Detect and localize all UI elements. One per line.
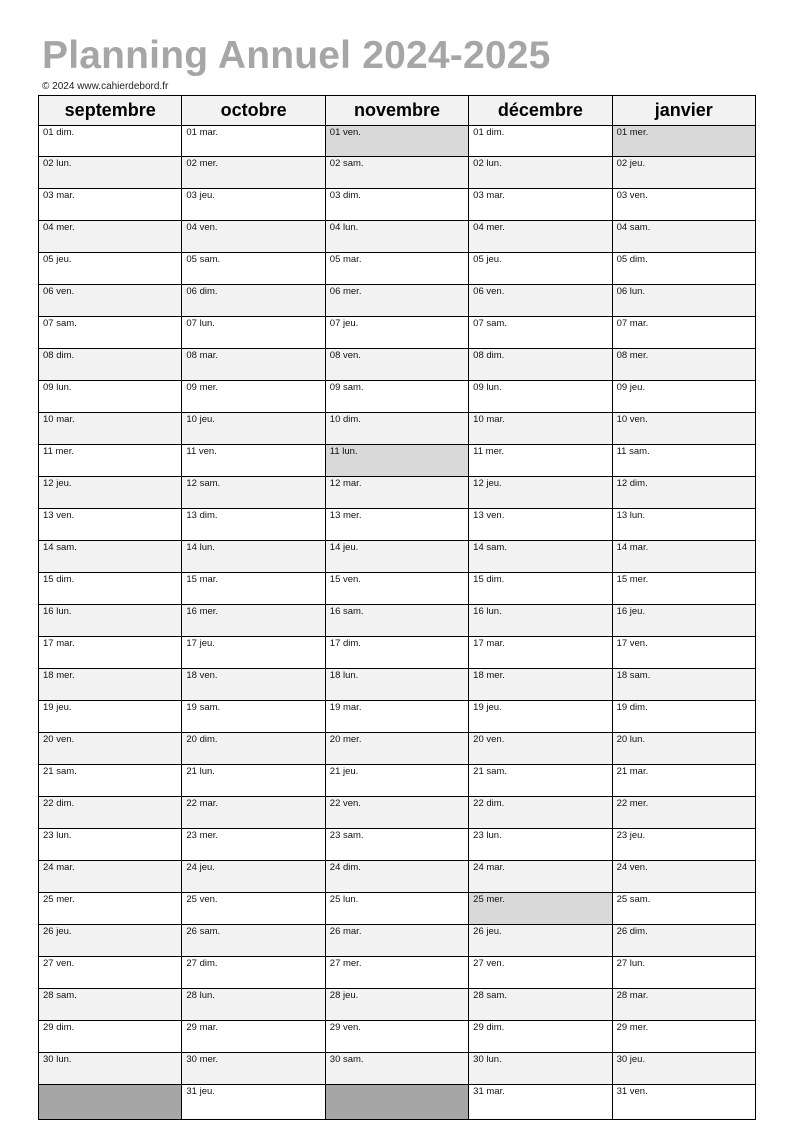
day-cell-décembre[interactable]: 13 ven. <box>469 509 612 541</box>
day-cell-octobre[interactable]: 08 mar. <box>182 349 325 381</box>
day-cell-septembre[interactable]: 13 ven. <box>39 509 182 541</box>
day-cell-janvier[interactable]: 02 jeu. <box>612 157 755 189</box>
day-cell-novembre[interactable]: 20 mer. <box>325 733 468 765</box>
day-cell-octobre[interactable]: 24 jeu. <box>182 861 325 893</box>
day-cell-octobre[interactable]: 30 mer. <box>182 1053 325 1085</box>
day-cell-octobre[interactable]: 12 sam. <box>182 477 325 509</box>
day-cell-novembre[interactable]: 06 mer. <box>325 285 468 317</box>
day-cell-décembre[interactable]: 22 dim. <box>469 797 612 829</box>
day-cell-décembre[interactable]: 29 dim. <box>469 1021 612 1053</box>
day-row <box>39 1053 756 1085</box>
day-cell-novembre[interactable]: 19 mar. <box>325 701 468 733</box>
day-cell-novembre[interactable]: 21 jeu. <box>325 765 468 797</box>
day-cell-décembre[interactable]: 06 ven. <box>469 285 612 317</box>
day-cell-octobre[interactable]: 15 mar. <box>182 573 325 605</box>
day-cell-octobre[interactable]: 13 dim. <box>182 509 325 541</box>
day-cell-octobre[interactable]: 22 mar. <box>182 797 325 829</box>
day-row <box>39 861 756 893</box>
day-cell-septembre[interactable]: 24 mar. <box>39 861 182 893</box>
day-cell-janvier[interactable]: 15 mer. <box>612 573 755 605</box>
day-cell-octobre[interactable]: 11 ven. <box>182 445 325 477</box>
day-cell-décembre[interactable]: 28 sam. <box>469 989 612 1021</box>
month-header-janvier: janvier <box>612 96 755 126</box>
day-cell-septembre[interactable]: 08 dim. <box>39 349 182 381</box>
day-cell-novembre[interactable]: 23 sam. <box>325 829 468 861</box>
day-cell-décembre[interactable]: 30 lun. <box>469 1053 612 1085</box>
day-cell-novembre[interactable]: 13 mer. <box>325 509 468 541</box>
day-row <box>39 1085 756 1120</box>
day-cell-novembre[interactable]: 24 dim. <box>325 861 468 893</box>
day-cell-janvier[interactable]: 14 mar. <box>612 541 755 573</box>
day-cell-janvier[interactable]: 06 lun. <box>612 285 755 317</box>
day-row <box>39 637 756 669</box>
day-row <box>39 317 756 349</box>
day-cell-octobre[interactable]: 21 lun. <box>182 765 325 797</box>
day-cell-décembre[interactable]: 23 lun. <box>469 829 612 861</box>
day-cell-octobre[interactable]: 20 dim. <box>182 733 325 765</box>
day-cell-septembre[interactable]: 20 ven. <box>39 733 182 765</box>
day-cell-septembre[interactable]: 29 dim. <box>39 1021 182 1053</box>
day-cell-novembre[interactable]: 16 sam. <box>325 605 468 637</box>
day-row <box>39 221 756 253</box>
page-title: Planning Annuel 2024-2025 <box>42 34 551 77</box>
day-cell-décembre[interactable]: 11 mer. <box>469 445 612 477</box>
day-cell-septembre[interactable]: 26 jeu. <box>39 925 182 957</box>
day-cell-octobre[interactable]: 07 lun. <box>182 317 325 349</box>
day-cell-septembre[interactable]: 12 jeu. <box>39 477 182 509</box>
day-cell-décembre[interactable]: 01 dim. <box>469 126 612 157</box>
day-cell-novembre[interactable]: 10 dim. <box>325 413 468 445</box>
day-cell-janvier[interactable]: 05 dim. <box>612 253 755 285</box>
day-cell-novembre[interactable]: 11 lun. <box>325 445 468 477</box>
day-row <box>39 573 756 605</box>
day-cell-septembre[interactable]: 27 ven. <box>39 957 182 989</box>
day-cell-octobre[interactable]: 03 jeu. <box>182 189 325 221</box>
day-cell-octobre[interactable]: 29 mar. <box>182 1021 325 1053</box>
day-cell-octobre[interactable]: 18 ven. <box>182 669 325 701</box>
day-cell-novembre[interactable]: 09 sam. <box>325 381 468 413</box>
day-cell-janvier[interactable]: 24 ven. <box>612 861 755 893</box>
month-header-décembre: décembre <box>469 96 612 126</box>
day-cell-septembre[interactable]: 18 mer. <box>39 669 182 701</box>
day-row <box>39 957 756 989</box>
day-cell-octobre[interactable]: 02 mer. <box>182 157 325 189</box>
day-cell-octobre[interactable]: 16 mer. <box>182 605 325 637</box>
day-row <box>39 701 756 733</box>
day-cell-janvier[interactable]: 27 lun. <box>612 957 755 989</box>
day-cell-novembre[interactable]: 05 mar. <box>325 253 468 285</box>
day-cell-novembre[interactable]: 22 ven. <box>325 797 468 829</box>
day-cell-novembre[interactable]: 25 lun. <box>325 893 468 925</box>
day-row <box>39 253 756 285</box>
day-cell-janvier[interactable]: 09 jeu. <box>612 381 755 413</box>
day-cell-novembre[interactable]: 07 jeu. <box>325 317 468 349</box>
day-row <box>39 285 756 317</box>
day-cell-septembre[interactable]: 21 sam. <box>39 765 182 797</box>
day-cell-décembre[interactable]: 02 lun. <box>469 157 612 189</box>
day-cell-septembre[interactable]: 15 dim. <box>39 573 182 605</box>
day-cell-septembre[interactable]: 07 sam. <box>39 317 182 349</box>
day-cell-janvier[interactable]: 25 sam. <box>612 893 755 925</box>
day-cell-septembre[interactable]: 05 jeu. <box>39 253 182 285</box>
day-row <box>39 797 756 829</box>
day-cell-décembre[interactable]: 16 lun. <box>469 605 612 637</box>
month-header-novembre: novembre <box>325 96 468 126</box>
calendar-body <box>39 126 756 1120</box>
day-cell-novembre[interactable]: 28 jeu. <box>325 989 468 1021</box>
day-cell-janvier[interactable]: 26 dim. <box>612 925 755 957</box>
day-cell-janvier[interactable]: 29 mer. <box>612 1021 755 1053</box>
day-cell-octobre[interactable]: 25 ven. <box>182 893 325 925</box>
day-cell-septembre[interactable]: 09 lun. <box>39 381 182 413</box>
day-cell-novembre[interactable]: 02 sam. <box>325 157 468 189</box>
day-cell-octobre[interactable]: 17 jeu. <box>182 637 325 669</box>
day-cell-octobre[interactable]: 19 sam. <box>182 701 325 733</box>
empty-day-cell <box>39 1085 182 1120</box>
day-cell-décembre[interactable]: 20 ven. <box>469 733 612 765</box>
day-cell-novembre[interactable]: 14 jeu. <box>325 541 468 573</box>
day-cell-novembre[interactable]: 12 mar. <box>325 477 468 509</box>
day-cell-janvier[interactable]: 10 ven. <box>612 413 755 445</box>
day-cell-décembre[interactable]: 27 ven. <box>469 957 612 989</box>
month-header-row <box>39 96 756 126</box>
day-cell-janvier[interactable]: 31 ven. <box>612 1085 755 1120</box>
day-cell-septembre[interactable]: 28 sam. <box>39 989 182 1021</box>
day-cell-décembre[interactable]: 07 sam. <box>469 317 612 349</box>
day-cell-septembre[interactable]: 16 lun. <box>39 605 182 637</box>
day-row <box>39 349 756 381</box>
day-cell-octobre[interactable]: 01 mar. <box>182 126 325 157</box>
day-cell-janvier[interactable]: 08 mer. <box>612 349 755 381</box>
day-cell-janvier[interactable]: 12 dim. <box>612 477 755 509</box>
day-cell-septembre[interactable]: 10 mar. <box>39 413 182 445</box>
day-cell-décembre[interactable]: 19 jeu. <box>469 701 612 733</box>
day-cell-décembre[interactable]: 14 sam. <box>469 541 612 573</box>
day-cell-septembre[interactable]: 30 lun. <box>39 1053 182 1085</box>
day-row <box>39 605 756 637</box>
day-cell-janvier[interactable]: 03 ven. <box>612 189 755 221</box>
day-cell-octobre[interactable]: 14 lun. <box>182 541 325 573</box>
day-cell-octobre[interactable]: 28 lun. <box>182 989 325 1021</box>
day-cell-janvier[interactable]: 16 jeu. <box>612 605 755 637</box>
day-row <box>39 669 756 701</box>
day-cell-octobre[interactable]: 10 jeu. <box>182 413 325 445</box>
day-cell-septembre[interactable]: 11 mer. <box>39 445 182 477</box>
day-cell-décembre[interactable]: 21 sam. <box>469 765 612 797</box>
annual-planning-table <box>38 95 756 1120</box>
day-cell-septembre[interactable]: 19 jeu. <box>39 701 182 733</box>
day-cell-décembre[interactable]: 15 dim. <box>469 573 612 605</box>
day-cell-octobre[interactable]: 09 mer. <box>182 381 325 413</box>
day-cell-janvier[interactable]: 21 mar. <box>612 765 755 797</box>
day-cell-novembre[interactable]: 29 ven. <box>325 1021 468 1053</box>
day-row <box>39 765 756 797</box>
day-cell-décembre[interactable]: 08 dim. <box>469 349 612 381</box>
day-cell-décembre[interactable]: 09 lun. <box>469 381 612 413</box>
day-cell-septembre[interactable]: 04 mer. <box>39 221 182 253</box>
day-cell-septembre[interactable]: 22 dim. <box>39 797 182 829</box>
copyright-notice: © 2024 www.cahierdebord.fr <box>42 81 169 92</box>
day-cell-décembre[interactable]: 25 mer. <box>469 893 612 925</box>
day-row <box>39 413 756 445</box>
day-cell-novembre[interactable]: 08 ven. <box>325 349 468 381</box>
day-cell-novembre[interactable]: 01 ven. <box>325 126 468 157</box>
day-cell-décembre[interactable]: 26 jeu. <box>469 925 612 957</box>
day-cell-octobre[interactable]: 26 sam. <box>182 925 325 957</box>
day-cell-décembre[interactable]: 31 mar. <box>469 1085 612 1120</box>
day-cell-septembre[interactable]: 01 dim. <box>39 126 182 157</box>
day-cell-septembre[interactable]: 14 sam. <box>39 541 182 573</box>
day-row <box>39 1021 756 1053</box>
day-cell-janvier[interactable]: 28 mar. <box>612 989 755 1021</box>
day-row <box>39 893 756 925</box>
day-cell-janvier[interactable]: 30 jeu. <box>612 1053 755 1085</box>
day-cell-septembre[interactable]: 02 lun. <box>39 157 182 189</box>
day-cell-novembre[interactable]: 27 mer. <box>325 957 468 989</box>
day-cell-décembre[interactable]: 03 mar. <box>469 189 612 221</box>
month-header-octobre: octobre <box>182 96 325 126</box>
day-cell-octobre[interactable]: 04 ven. <box>182 221 325 253</box>
day-cell-septembre[interactable]: 03 mar. <box>39 189 182 221</box>
day-cell-décembre[interactable]: 05 jeu. <box>469 253 612 285</box>
day-row <box>39 189 756 221</box>
day-cell-septembre[interactable]: 23 lun. <box>39 829 182 861</box>
day-cell-janvier[interactable]: 04 sam. <box>612 221 755 253</box>
day-cell-septembre[interactable]: 17 mar. <box>39 637 182 669</box>
day-cell-décembre[interactable]: 12 jeu. <box>469 477 612 509</box>
day-cell-septembre[interactable]: 06 ven. <box>39 285 182 317</box>
day-row <box>39 733 756 765</box>
day-cell-janvier[interactable]: 01 mer. <box>612 126 755 157</box>
day-row <box>39 126 756 157</box>
day-cell-janvier[interactable]: 20 lun. <box>612 733 755 765</box>
day-cell-septembre[interactable]: 25 mer. <box>39 893 182 925</box>
day-cell-janvier[interactable]: 13 lun. <box>612 509 755 541</box>
day-cell-décembre[interactable]: 18 mer. <box>469 669 612 701</box>
day-row <box>39 829 756 861</box>
day-cell-novembre[interactable]: 18 lun. <box>325 669 468 701</box>
day-cell-octobre[interactable]: 05 sam. <box>182 253 325 285</box>
day-cell-décembre[interactable]: 17 mar. <box>469 637 612 669</box>
day-row <box>39 381 756 413</box>
day-cell-novembre[interactable]: 26 mar. <box>325 925 468 957</box>
day-cell-octobre[interactable]: 23 mer. <box>182 829 325 861</box>
day-row <box>39 989 756 1021</box>
day-cell-novembre[interactable]: 30 sam. <box>325 1053 468 1085</box>
day-cell-janvier[interactable]: 17 ven. <box>612 637 755 669</box>
day-cell-janvier[interactable]: 19 dim. <box>612 701 755 733</box>
day-cell-octobre[interactable]: 06 dim. <box>182 285 325 317</box>
day-row <box>39 157 756 189</box>
day-cell-novembre[interactable]: 03 dim. <box>325 189 468 221</box>
day-cell-décembre[interactable]: 04 mer. <box>469 221 612 253</box>
empty-day-cell <box>325 1085 468 1120</box>
day-cell-octobre[interactable]: 31 jeu. <box>182 1085 325 1120</box>
day-cell-janvier[interactable]: 11 sam. <box>612 445 755 477</box>
day-cell-novembre[interactable]: 04 lun. <box>325 221 468 253</box>
day-cell-novembre[interactable]: 15 ven. <box>325 573 468 605</box>
day-row <box>39 925 756 957</box>
month-header-septembre: septembre <box>39 96 182 126</box>
day-cell-janvier[interactable]: 22 mer. <box>612 797 755 829</box>
day-row <box>39 445 756 477</box>
day-cell-décembre[interactable]: 10 mar. <box>469 413 612 445</box>
day-row <box>39 541 756 573</box>
day-cell-janvier[interactable]: 23 jeu. <box>612 829 755 861</box>
day-cell-décembre[interactable]: 24 mar. <box>469 861 612 893</box>
day-cell-janvier[interactable]: 07 mar. <box>612 317 755 349</box>
day-cell-novembre[interactable]: 17 dim. <box>325 637 468 669</box>
day-cell-janvier[interactable]: 18 sam. <box>612 669 755 701</box>
day-row <box>39 509 756 541</box>
day-row <box>39 477 756 509</box>
day-cell-octobre[interactable]: 27 dim. <box>182 957 325 989</box>
